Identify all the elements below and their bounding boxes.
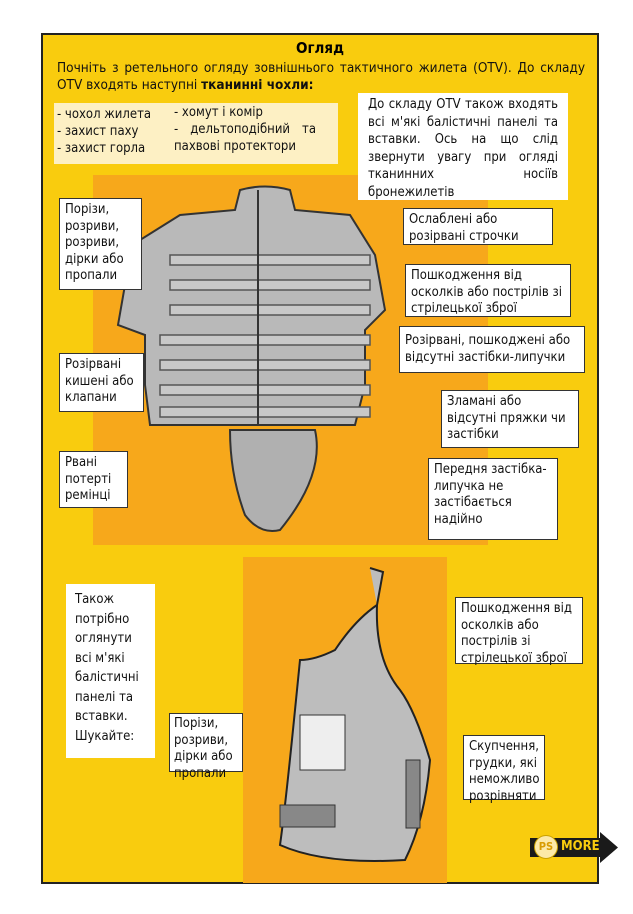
callout-fragments: Пошкодження від осколків або пострілів зі стрілецької зброї [405,264,571,317]
vest-illustration [100,185,440,545]
callout-stitching: Ослаблені або розірвані строчки [403,208,553,245]
list-item: - захист паху [57,124,139,139]
also-note: До складу OTV також входять всі м'які балістичні панелі та вставки. Ось на що слід звернути увагу при огляді тканинних носіїв бронежилетів [358,93,568,200]
more-button[interactable] [530,832,618,863]
page-title: Огляд [296,39,344,57]
list-item: - хомут і комір [174,105,263,120]
ps-logo: PS [534,835,558,859]
callout-buckles: Зламані або відсутні пряжки чи застібки [441,390,579,448]
molle-straps [160,255,370,417]
intro-text [57,60,585,94]
covers-list [54,103,338,164]
callout-panels-intro: Також потрібно оглянути всі м'які балістичні панелі та вставки. Шукайте: [66,584,155,758]
intro-bold: тканинні чохли: [201,77,314,93]
velcro-patch [406,760,420,828]
intro-plain: Почніть з ретельного огляду зовнішнього тактичного жилета (OTV). До складу OTV входять наступні [57,60,585,93]
label-patch [300,715,345,770]
more-label: MORE [561,839,600,854]
list-item: - захист горла [57,141,146,156]
velcro-patch [280,805,335,827]
list-item: - дельтоподібний та пахвові протектори [174,122,316,154]
callout-front-closure: Передня застібка-липучка не застібається надійно [428,458,558,540]
ballistic-panel-illustration [265,560,445,880]
callout-panel-lumps: Скупчення, грудки, які неможливо розрівняти [463,735,545,800]
groin-protector [230,430,317,531]
list-item: - чохол жилета [57,107,152,122]
callout-pockets: Розірвані кишені або клапани [59,353,144,412]
callout-velcro: Розірвані, пошкоджені або відсутні застібки-липучки [399,326,585,373]
callout-straps: Рвані потерті ремінці [59,451,128,508]
callout-panel-cuts: Порізи, розриви, дірки або пропали [169,713,243,772]
callout-cuts: Порізи, розриви, розриви, дірки або пропали [59,198,142,290]
callout-panel-fragments: Пошкодження від осколків або пострілів зі стрілецької зброї [455,597,583,664]
